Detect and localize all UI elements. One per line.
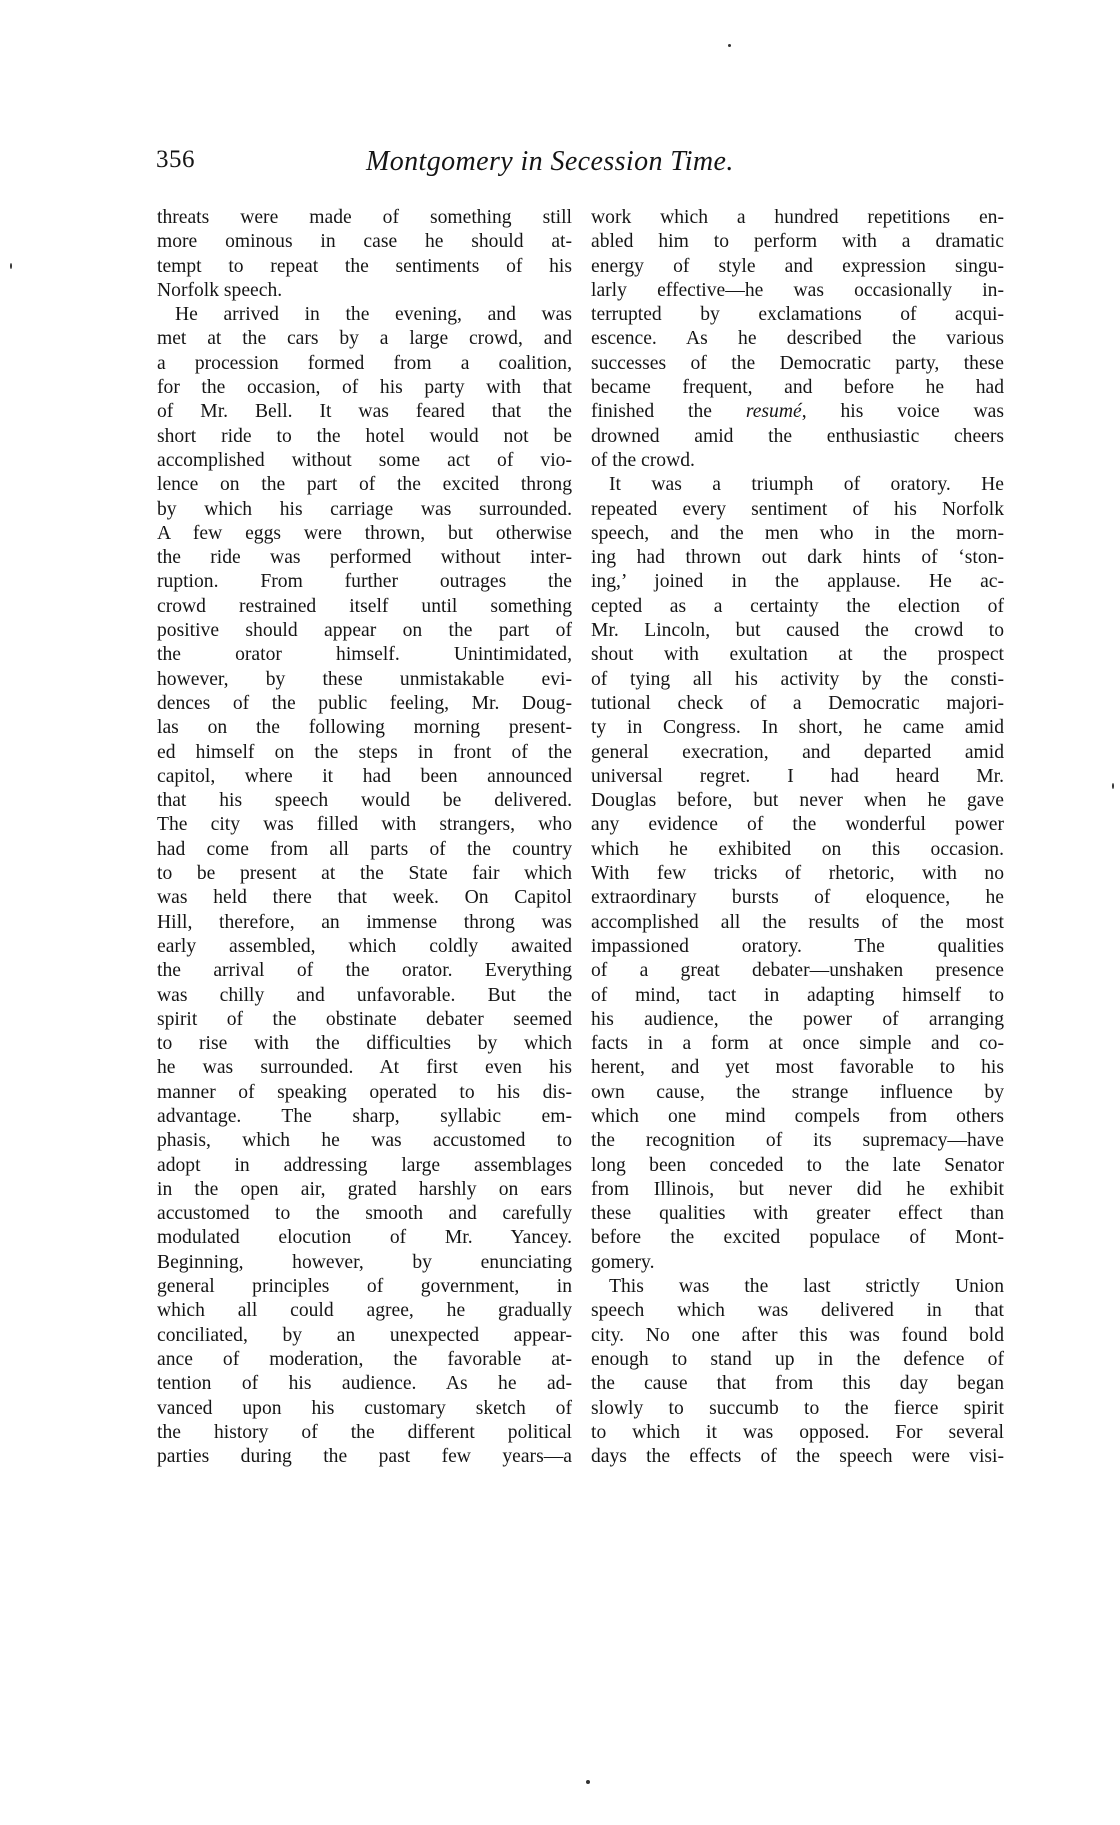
text-line: vanced upon his customary sketch of: [157, 1397, 572, 1419]
text-line: long been conceded to the late Senator: [591, 1154, 1004, 1176]
text-line: abled him to perform with a dramatic: [591, 231, 1004, 253]
text-line: own cause, the strange influence by: [591, 1081, 1004, 1103]
text-line: The city was filled with strangers, who: [157, 814, 572, 836]
scan-speck: [586, 1780, 590, 1784]
text-line: ruption. From further outrages the: [157, 571, 572, 593]
text-line: successes of the Democratic party, these: [591, 352, 1004, 374]
text-line: tention of his audience. As he ad-: [157, 1373, 572, 1395]
text-line: Douglas before, but never when he gave: [591, 790, 1004, 812]
text-line: ance of moderation, the favorable at-: [157, 1348, 572, 1370]
text-line: slowly to succumb to the fierce spirit: [591, 1397, 1004, 1419]
page-header: [156, 146, 776, 186]
text-line: more ominous in case he should at-: [157, 231, 572, 253]
left-text-column: [157, 206, 572, 1469]
text-line: met at the cars by a large crowd, and: [157, 328, 572, 350]
italic-word: resumé: [745, 401, 802, 423]
text-line: by which his carriage was surrounded.: [157, 498, 572, 520]
text-line: of a great debater—unshaken presence: [591, 960, 1004, 982]
text-line: energy of style and expression singu-: [591, 255, 1004, 277]
text-line: was chilly and unfavorable. But the: [157, 984, 572, 1006]
text-line: ing,’ joined in the applause. He ac-: [591, 571, 1004, 593]
text-line: of Mr. Bell. It was feared that the: [157, 401, 572, 423]
running-title: Montgomery in Secession Time.: [366, 146, 734, 177]
text-line: positive should appear on the part of: [157, 620, 572, 642]
text-line: accomplished all the results of the most: [591, 911, 1004, 933]
right-text-column: [591, 206, 1004, 1469]
text-line: With few tricks of rhetoric, with no: [591, 863, 1004, 885]
text-line: any evidence of the wonderful power: [591, 814, 1004, 836]
text-line: crowd restrained itself until something: [157, 595, 572, 617]
text-line: which one mind compels from others: [591, 1105, 1004, 1127]
scan-speck: [1112, 783, 1114, 789]
text-line: tutional check of a Democratic majori-: [591, 692, 1004, 714]
text-line: repeated every sentiment of his Norfolk: [591, 498, 1004, 520]
text-line: of mind, tact in adapting himself to: [591, 984, 1004, 1006]
text-line: short ride to the hotel would not be: [157, 425, 572, 447]
text-line: adopt in addressing large assemblages: [157, 1154, 572, 1176]
text-fragment: , his voice was: [801, 401, 1004, 423]
text-line: It was a triumph of oratory. He: [609, 474, 1004, 496]
text-line: herent, and yet most favorable to his: [591, 1057, 1004, 1079]
page-number: 356: [156, 146, 195, 173]
text-line: accomplished without some act of vio-: [157, 449, 572, 471]
text-line: to rise with the difficulties by which: [157, 1033, 572, 1055]
text-line: tempt to repeat the sentiments of his: [157, 255, 572, 277]
text-line: advantage. The sharp, syllabic em-: [157, 1105, 572, 1127]
text-line: manner of speaking operated to his dis-: [157, 1081, 572, 1103]
text-line: cepted as a certainty the election of: [591, 595, 1004, 617]
text-line: that his speech would be delivered.: [157, 790, 572, 812]
text-line: had come from all parts of the country: [157, 838, 572, 860]
text-line: larly effective—he was occasionally in-: [591, 279, 1004, 301]
text-line: parties during the past few years—a: [157, 1446, 572, 1468]
text-fragment: finished the: [591, 401, 746, 423]
text-line: before the excited populace of Mont-: [591, 1227, 1004, 1249]
text-line: city. No one after this was found bold: [591, 1324, 1004, 1346]
text-line: [591, 400, 1004, 424]
text-line: to which it was opposed. For several: [591, 1421, 1004, 1443]
text-line: Mr. Lincoln, but caused the crowd to: [591, 620, 1004, 642]
text-line: He arrived in the evening, and was: [175, 304, 572, 326]
text-line: Beginning, however, by enunciating: [157, 1251, 572, 1273]
text-line: a procession formed from a coalition,: [157, 352, 572, 374]
text-line: days the effects of the speech were visi-: [591, 1446, 1004, 1468]
text-line: the orator himself. Unintimidated,: [157, 644, 572, 666]
text-line: A few eggs were thrown, but otherwise: [157, 522, 572, 544]
text-line: accustomed to the smooth and carefully: [157, 1203, 572, 1225]
text-line: shout with exultation at the prospect: [591, 644, 1004, 666]
text-line: to be present at the State fair which: [157, 863, 572, 885]
text-line: enough to stand up in the defence of: [591, 1348, 1004, 1370]
text-line: the arrival of the orator. Everything: [157, 960, 572, 982]
text-line: the ride was performed without inter-: [157, 547, 572, 569]
text-line: spirit of the obstinate debater seemed: [157, 1008, 572, 1030]
text-line: drowned amid the enthusiastic cheers: [591, 425, 1004, 447]
text-line: early assembled, which coldly awaited: [157, 935, 572, 957]
text-line: in the open air, grated harshly on ears: [157, 1178, 572, 1200]
text-line: was held there that week. On Capitol: [157, 887, 572, 909]
text-line: of the crowd.: [591, 449, 695, 471]
text-line: ty in Congress. In short, he came amid: [591, 717, 1004, 739]
text-line: general principles of government, in: [157, 1276, 572, 1298]
text-line: escence. As he described the various: [591, 328, 1004, 350]
text-line: he was surrounded. At first even his: [157, 1057, 572, 1079]
text-line: however, by these unmistakable evi-: [157, 668, 572, 690]
text-line: general execration, and departed amid: [591, 741, 1004, 763]
text-line: of tying all his activity by the consti-: [591, 668, 1004, 690]
text-line: extraordinary bursts of eloquence, he: [591, 887, 1004, 909]
text-line: dences of the public feeling, Mr. Doug-: [157, 692, 572, 714]
text-line: terrupted by exclamations of acqui-: [591, 304, 1004, 326]
text-line: the history of the different political: [157, 1421, 572, 1443]
text-line: which he exhibited on this occasion.: [591, 838, 1004, 860]
scan-speck: [10, 263, 12, 269]
text-line: Hill, therefore, an immense throng was: [157, 911, 572, 933]
text-line: ing had thrown out dark hints of ‘ston-: [591, 547, 1004, 569]
text-line: speech, and the men who in the morn-: [591, 522, 1004, 544]
text-line: modulated elocution of Mr. Yancey.: [157, 1227, 572, 1249]
scan-speck: [728, 44, 731, 47]
text-line: from Illinois, but never did he exhibit: [591, 1178, 1004, 1200]
text-line: work which a hundred repetitions en-: [591, 207, 1004, 228]
text-line: phasis, which he was accustomed to: [157, 1130, 572, 1152]
text-line: capitol, where it had been announced: [157, 765, 572, 787]
text-line: for the occasion, of his party with that: [157, 377, 572, 399]
text-line: speech which was delivered in that: [591, 1300, 1004, 1322]
text-line: lence on the part of the excited throng: [157, 474, 572, 496]
text-line: universal regret. I had heard Mr.: [591, 765, 1004, 787]
text-line: became frequent, and before he had: [591, 377, 1004, 399]
text-line: these qualities with greater effect than: [591, 1203, 1004, 1225]
text-line: This was the last strictly Union: [609, 1276, 1004, 1298]
text-line: the recognition of its supremacy—have: [591, 1130, 1004, 1152]
text-line: impassioned oratory. The qualities: [591, 935, 1004, 957]
text-line: gomery.: [591, 1251, 655, 1273]
text-line: Norfolk speech.: [157, 279, 283, 301]
text-line: which all could agree, he gradually: [157, 1300, 572, 1322]
text-line: facts in a form at once simple and co-: [591, 1033, 1004, 1055]
text-line: ed himself on the steps in front of the: [157, 741, 572, 763]
text-line: las on the following morning present-: [157, 717, 572, 739]
text-line: his audience, the power of arranging: [591, 1008, 1004, 1030]
text-line: threats were made of something still: [157, 207, 572, 228]
text-line: the cause that from this day began: [591, 1373, 1004, 1395]
text-line: conciliated, by an unexpected appear-: [157, 1324, 572, 1346]
